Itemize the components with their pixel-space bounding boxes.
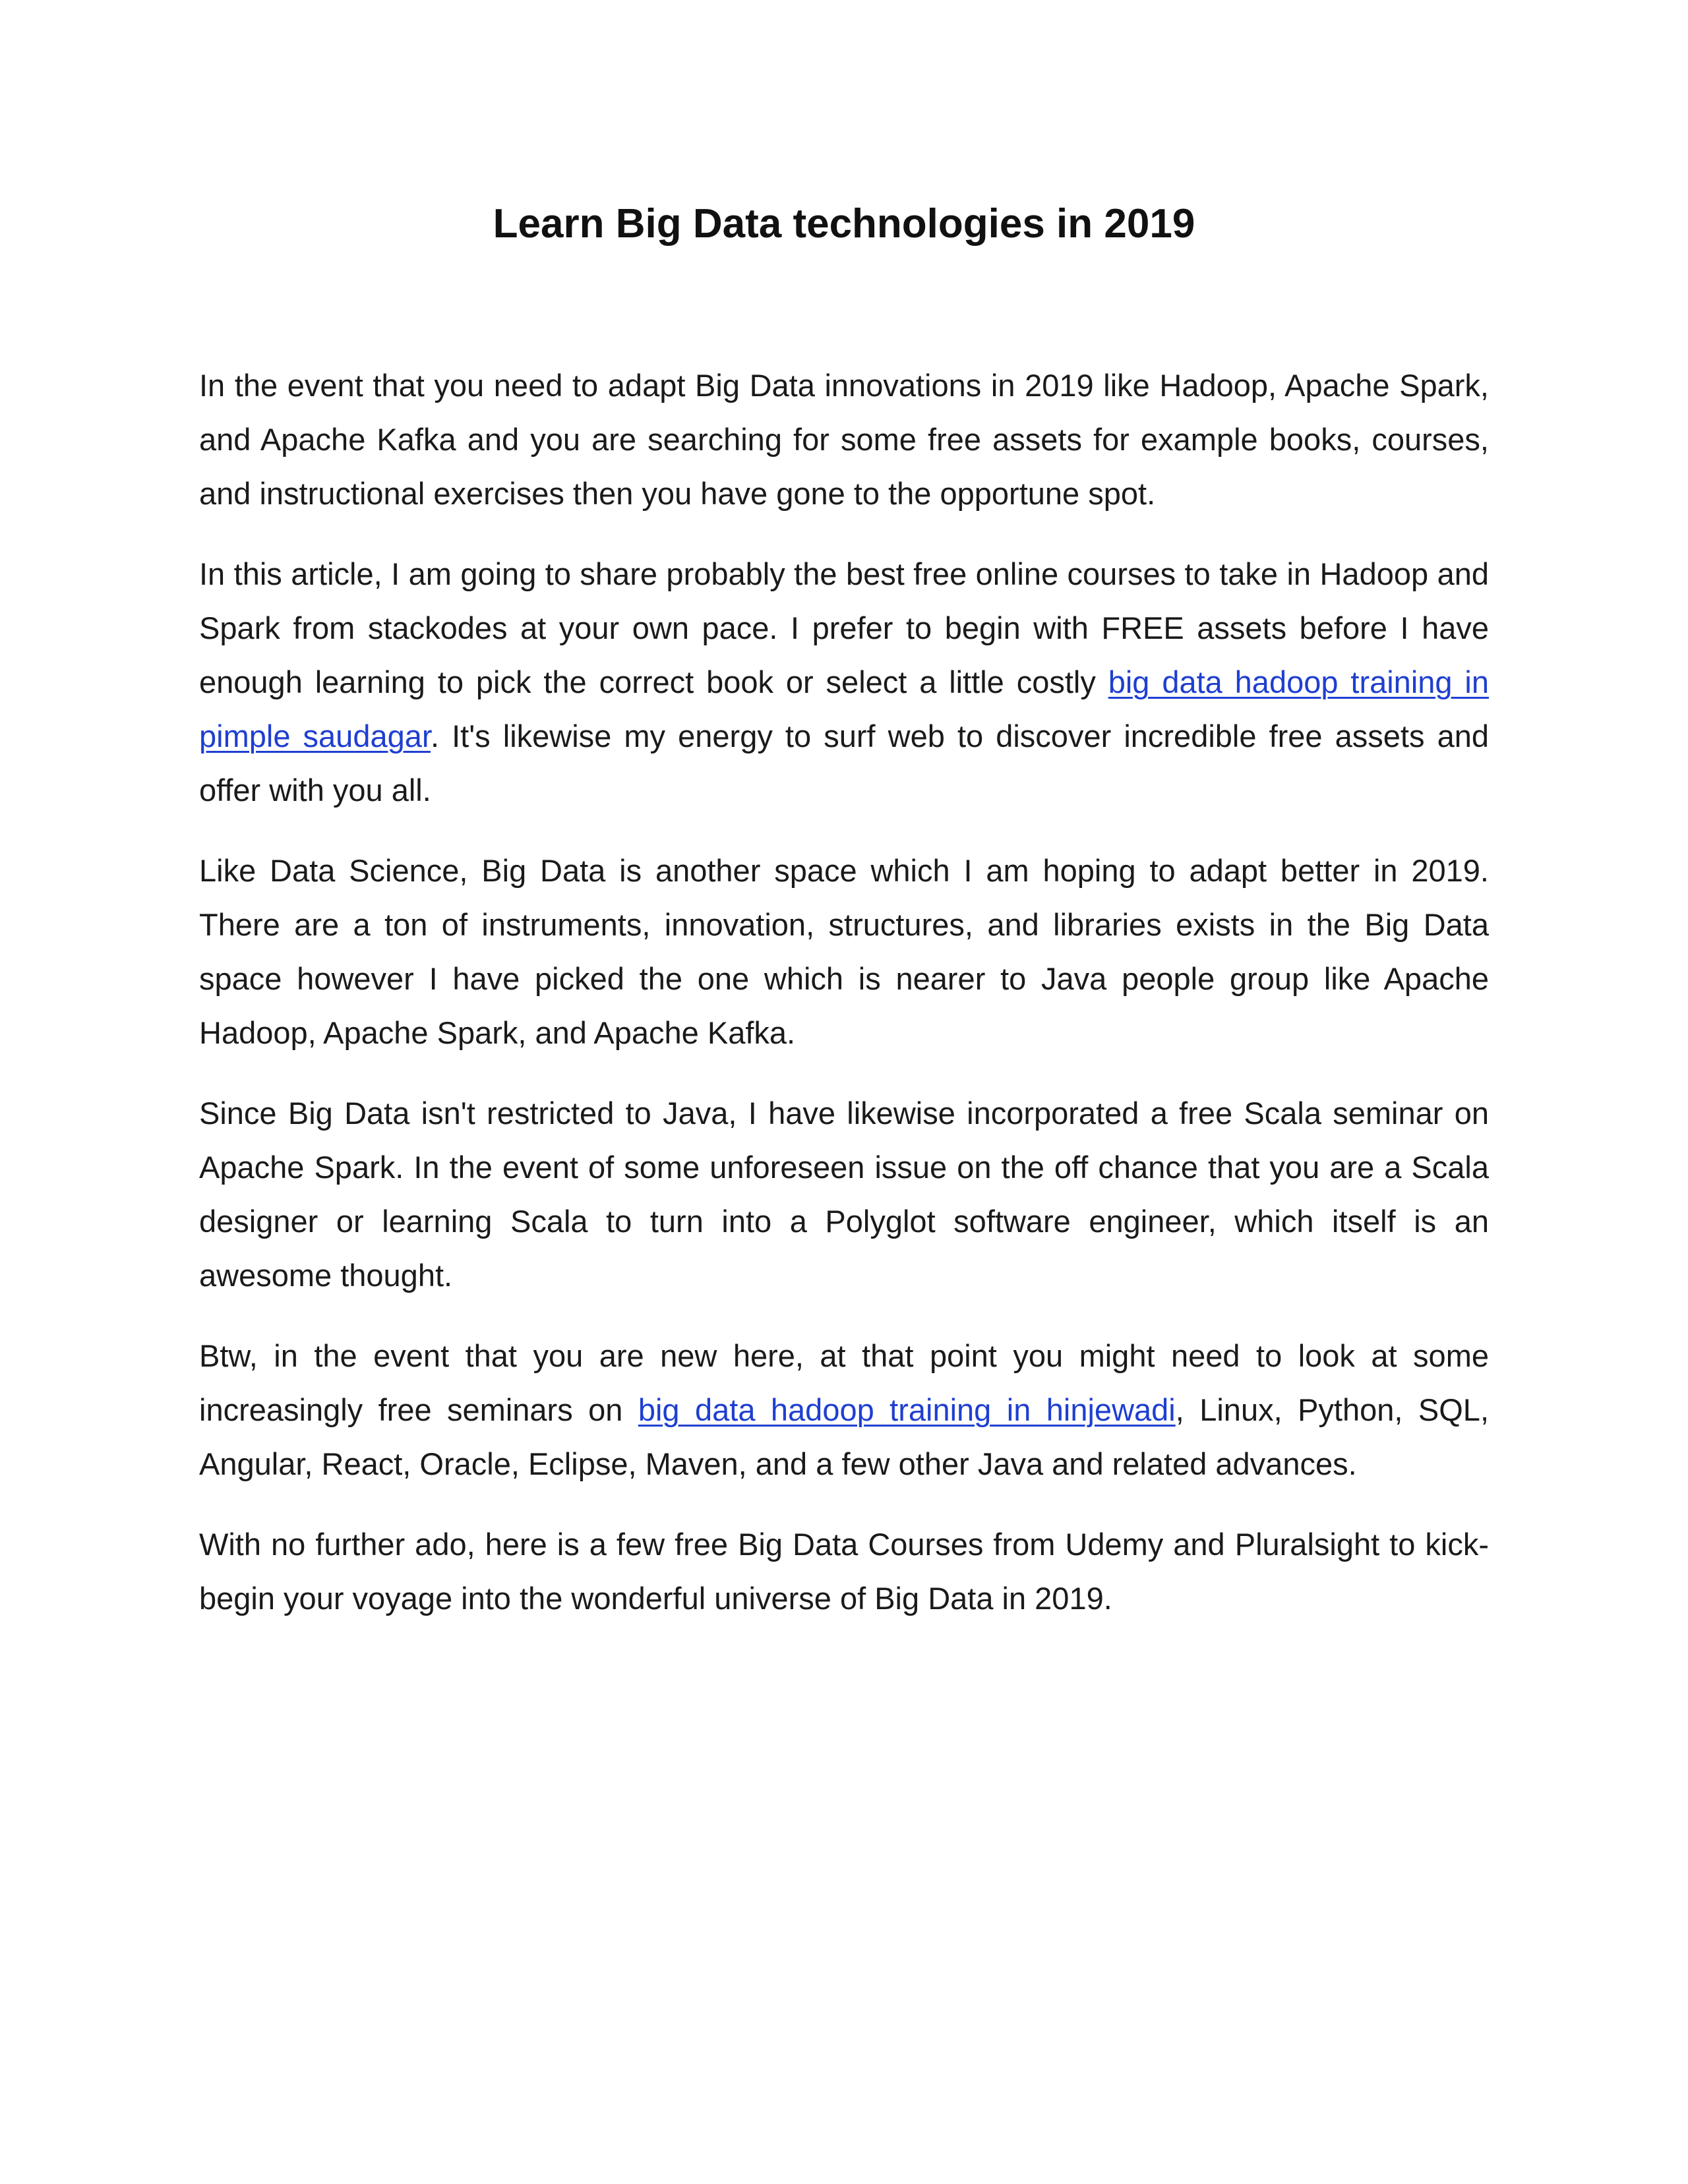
paragraph-5-text-before-link: Btw, in the event that you are new here, at that point you might need to look at some increasingly free seminars on [199,1338,1489,1427]
paragraph-5 [199,1329,1489,1491]
link-hinjewadi[interactable]: big data hadoop training in hinjewadi [638,1392,1176,1427]
paragraph-2-text-after-link: . It's likewise my energy to surf web to discover incredible free assets and offer with you all. [199,719,1489,808]
paragraph-3: Like Data Science, Big Data is another space which I am hoping to adapt better in 2019. There are a ton of instruments, innovation, structures, and libraries exists in the Big Data space however I have picked the one which is nearer to Java people group like Apache Hadoop, Apache Spark, and Apache Kafka. [199,853,1489,1050]
paragraph-4: Since Big Data isn't restricted to Java, I have likewise incorporated a free Scala seminar on Apache Spark. In the event of some unforeseen issue on the off chance that you are a Scala designer or learning Scala to turn into a Polyglot software engineer, which itself is an awesome thought. [199,1096,1489,1293]
paragraph-2-text-before-link: In this article, I am going to share probably the best free online courses to take in Hadoop and Spark from stackodes at your own pace. I prefer to begin with FREE assets before I have enough learning to pick the correct book or select a little costly [199,556,1489,699]
paragraph-6: With no further ado, here is a few free Big Data Courses from Udemy and Pluralsight to kick-begin your voyage into the wonderful universe of Big Data in 2019. [199,1527,1489,1616]
document-body [199,359,1489,1652]
document-title: Learn Big Data technologies in 2019 [493,201,1195,247]
paragraph-1: In the event that you need to adapt Big Data innovations in 2019 like Hadoop, Apache Spark, and Apache Kafka and you are searching for some free assets for example books, courses, and instructional exercises then you have gone to the opportune spot. [199,368,1489,511]
link-pimple-saudagar[interactable]: big data hadoop training in pimple saudagar [199,664,1489,753]
paragraph-2 [199,547,1489,817]
paragraph-5-text-after-link: , Linux, Python, SQL, Angular, React, Oracle, Eclipse, Maven, and a few other Java and related advances. [199,1392,1489,1481]
